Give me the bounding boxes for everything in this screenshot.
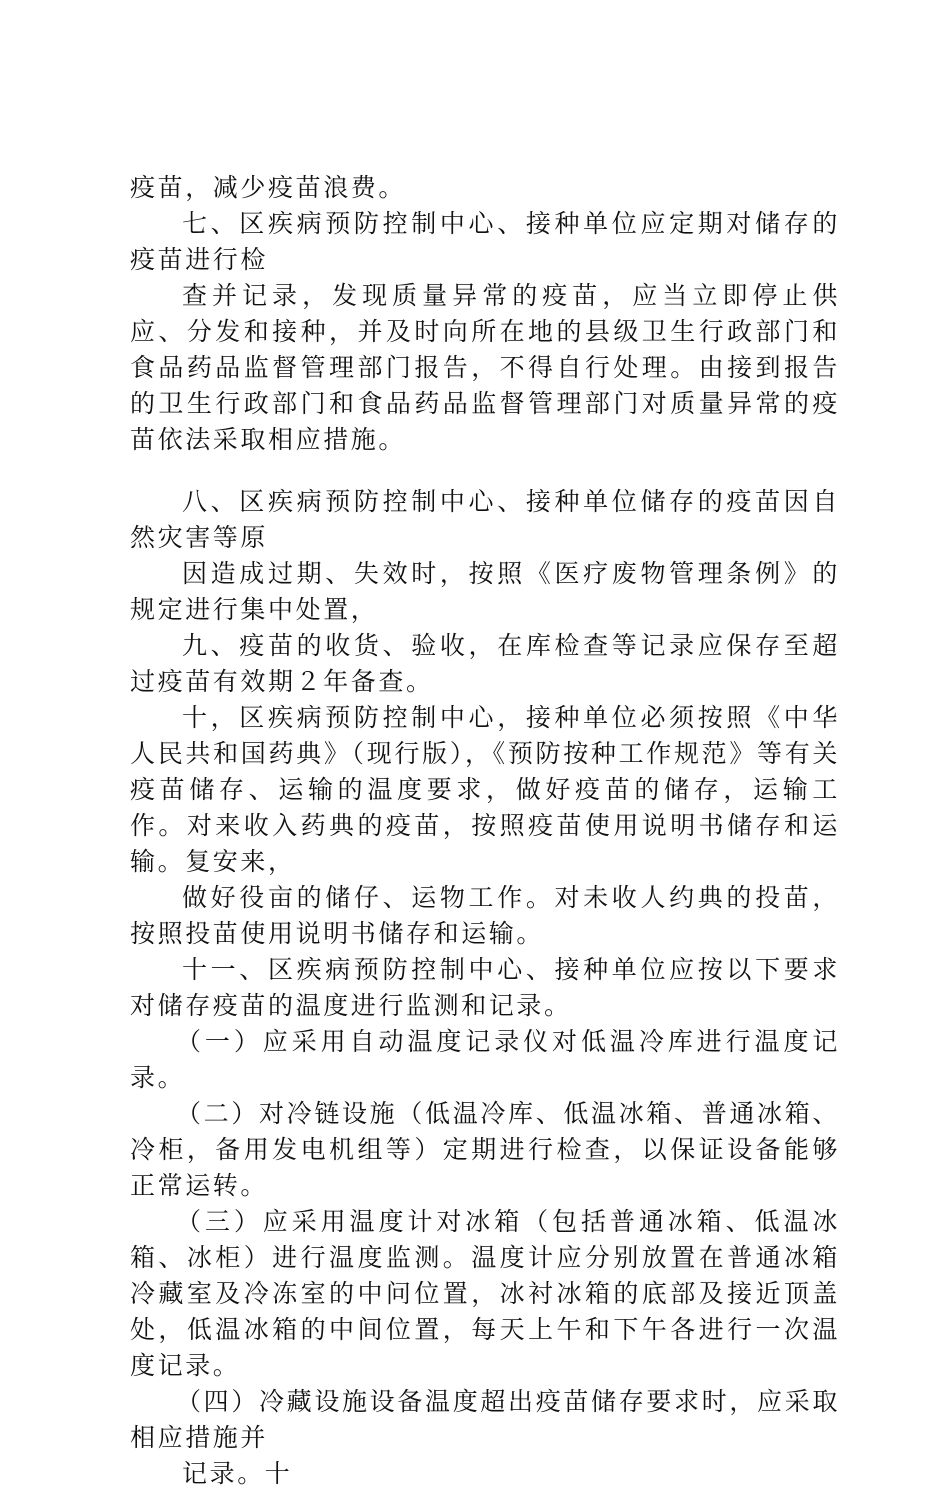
paragraph-item-10-continued: 做好役亩的储仔、运物工作。对未收人约典的投苗，按照投苗使用说明书储存和运输。 xyxy=(130,883,840,948)
paragraph-item-8-continued: 因造成过期、失效时，按照《医疗废物管理条例》的规定进行集中处置， xyxy=(130,559,840,624)
paragraph-item-11-sub-4-continued: 记录。十 xyxy=(182,1459,293,1488)
paragraph-item-7-continued: 查并记录，发现质量异常的疫苗，应当立即停止供应、分发和接种，并及时向所在地的县级卫生行政部门和食品药品监督管理部门报告，不得自行处理。由接到报告的卫生行政部门和食品药品监督管理部门对质量异常的疫苗依法采取相应措施。 xyxy=(130,281,840,454)
paragraph-item-11-sub-2: （二）对冷链设施（低温冷库、低温冰箱、普通冰箱、冷柜，备用发电机组等）定期进行检查，以保证设备能够正常运转。 xyxy=(130,1099,840,1200)
paragraph-item-11-sub-3: （三）应采用温度计对冰箱（包括普通冰箱、低温冰箱、冰柜）进行温度监测。温度计应分别放置在普通冰箱冷藏室及冷冻室的中问位置，冰衬冰箱的底部及接近顶盖处，低温冰箱的中间位置，每天上午和下午各进行一次温度记录。 xyxy=(130,1207,840,1380)
paragraph-item-11: 十一、区疾病预防控制中心、接种单位应按以下要求对储存疫苗的温度进行监测和记录。 xyxy=(130,955,840,1020)
paragraph-intro-tail: 疫苗，减少疫苗浪费。 xyxy=(130,173,407,202)
paragraph-item-10: 十，区疾病预防控制中心，接种单位必须按照《中华人民共和国药典》（现行版），《预防按种工作规范》等有关疫苗储存、运输的温度要求，做好疫苗的储存，运输工作。对来收入药典的疫苗，按照疫苗使用说明书储存和运输。复安来， xyxy=(130,703,840,876)
paragraph-item-11-sub-4: （四）冷藏设施设备温度超出疫苗储存要求时，应采取相应措施并 xyxy=(130,1387,840,1452)
paragraph-item-8: 八、区疾病预防控制中心、接种单位储存的疫苗因自然灾害等原 xyxy=(130,487,840,552)
paragraph-item-7: 七、区疾病预防控制中心、接种单位应定期对储存的疫苗进行检 xyxy=(130,209,840,274)
document-body xyxy=(130,170,840,1492)
paragraph-item-9: 九、疫苗的收货、验收，在库检查等记录应保存至超过疫苗有效期２年备查。 xyxy=(130,631,840,696)
paragraph-item-11-sub-1: （一）应采用自动温度记录仪对低温冷库进行温度记录。 xyxy=(130,1027,840,1092)
